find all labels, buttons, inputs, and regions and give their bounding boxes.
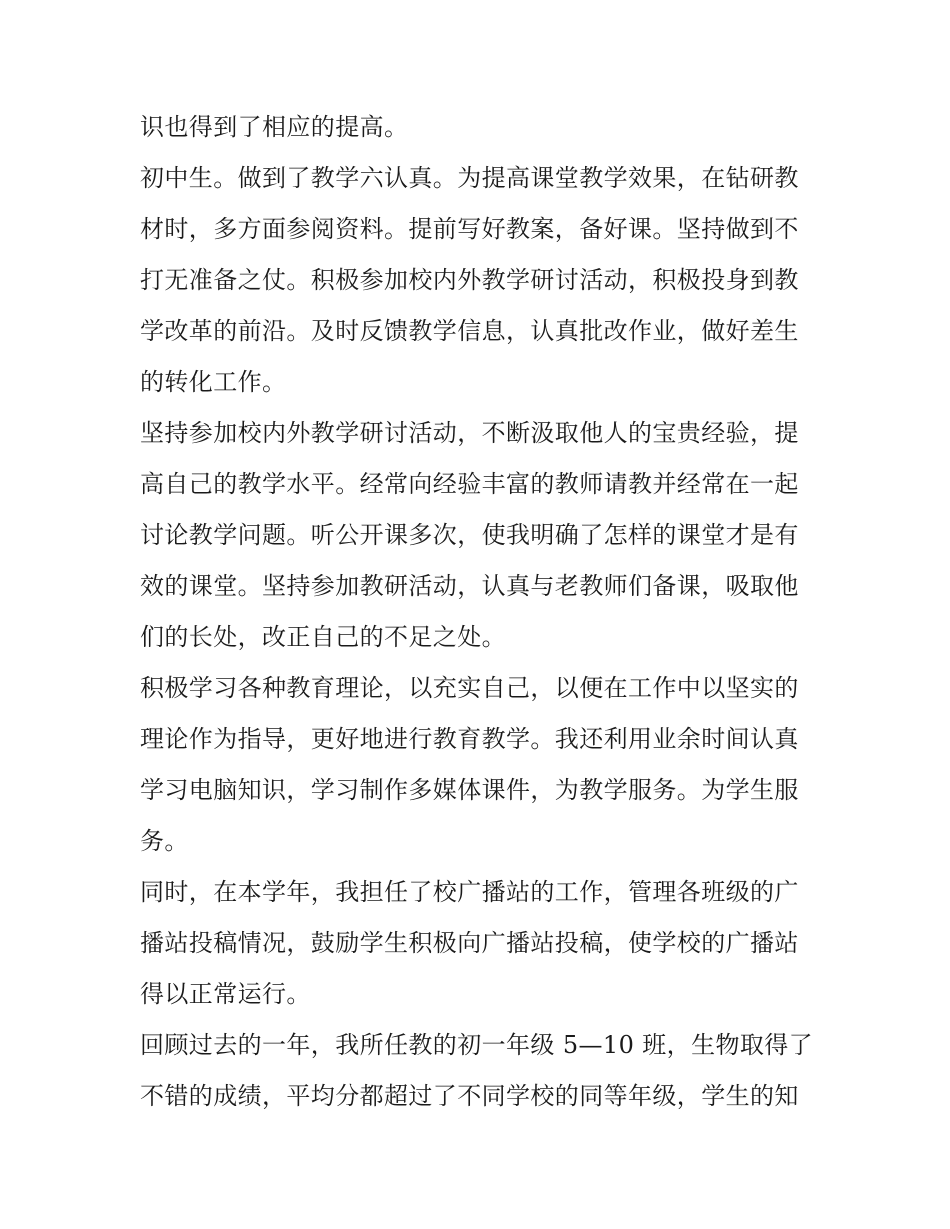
text-line: 效的课堂。坚持参加教研活动，认真与老教师们备课，吸取他 (140, 572, 799, 600)
text-line: 不错的成绩，平均分都超过了不同学校的同等年级，学生的知 (140, 1082, 799, 1110)
text-line: 讨论教学问题。听公开课多次，使我明确了怎样的课堂才是有 (140, 521, 799, 549)
text-line: 识也得到了相应的提高。 (140, 113, 409, 141)
text-line: 初中生。做到了教学六认真。为提高课堂教学效果，在钻研教 (140, 164, 799, 192)
text-line: 积极学习各种教育理论，以充实自己，以便在工作中以坚实的 (140, 674, 799, 702)
text-line: 同时，在本学年，我担任了校广播站的工作，管理各班级的广 (140, 878, 799, 906)
text-line: 播站投稿情况，鼓励学生积极向广播站投稿，使学校的广播站 (140, 929, 799, 957)
text-line: 高自己的教学水平。经常向经验丰富的教师请教并经常在一起 (140, 470, 799, 498)
text-line: 材时，多方面参阅资料。提前写好教案，备好课。坚持做到不 (140, 215, 799, 243)
text-line: 回顾过去的一年，我所任教的初一年级 5—10 班，生物取得了 (140, 1031, 814, 1059)
text-line: 得以正常运行。 (140, 980, 311, 1008)
text-line: 坚持参加校内外教学研讨活动，不断汲取他人的宝贵经验，提 (140, 419, 799, 447)
text-line: 学习电脑知识，学习制作多媒体课件，为教学服务。为学生服 (140, 776, 799, 804)
text-line: 理论作为指导，更好地进行教育教学。我还利用业余时间认真 (140, 725, 799, 753)
text-line: 务。 (140, 827, 189, 855)
document-page (140, 102, 820, 1122)
text-line: 学改革的前沿。及时反馈教学信息，认真批改作业，做好差生 (140, 317, 799, 345)
text-line: 的转化工作。 (140, 368, 287, 396)
text-line: 们的长处，改正自己的不足之处。 (140, 623, 506, 651)
text-line: 打无准备之仗。积极参加校内外教学研讨活动，积极投身到教 (140, 266, 799, 294)
